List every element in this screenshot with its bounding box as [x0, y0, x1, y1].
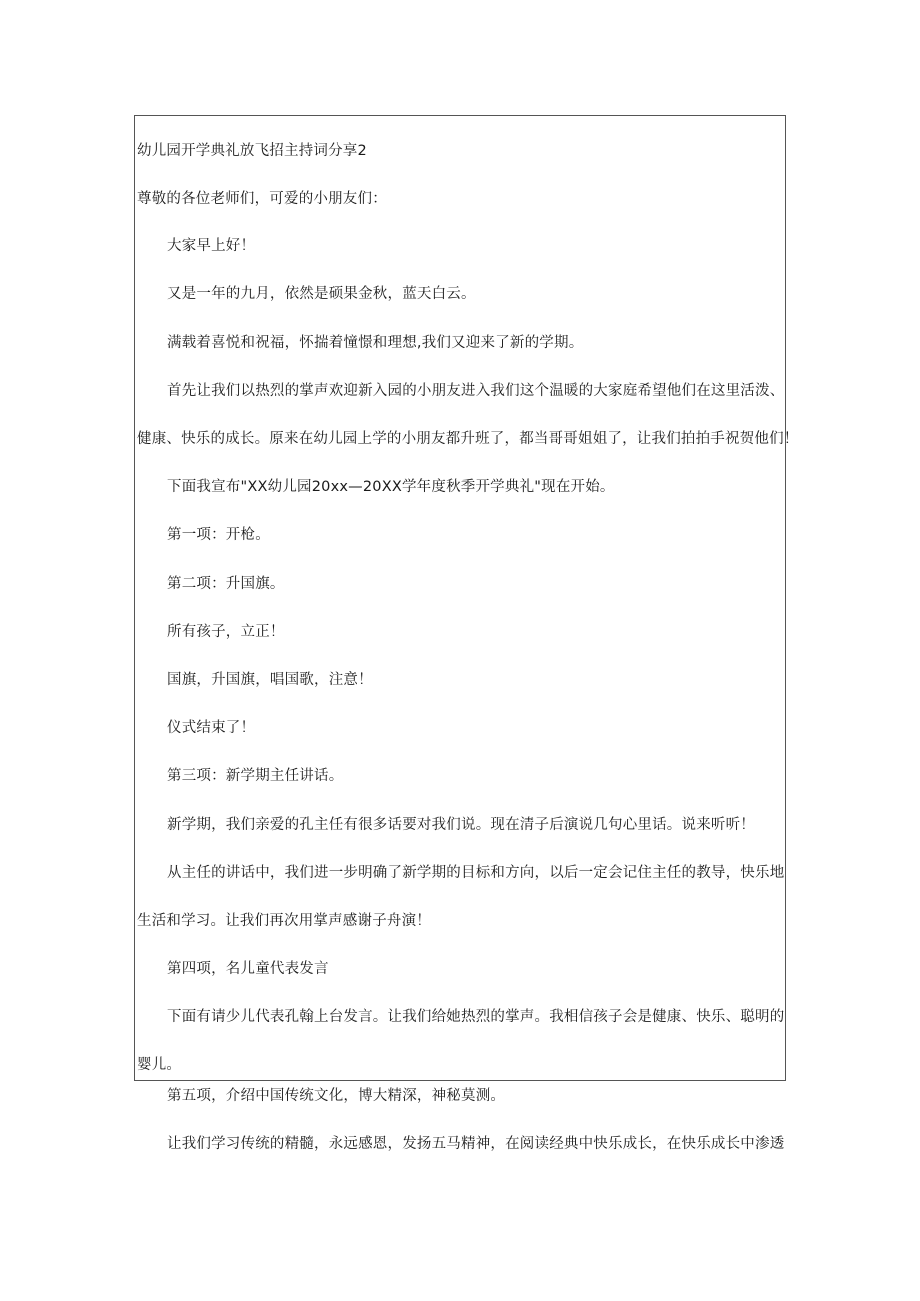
paragraph: 新学期，我们亲爱的孔主任有很多话要对我们说。现在清子后演说几句心里话。说来听听！: [167, 817, 755, 833]
paragraph: 第一项：开枪。: [167, 527, 270, 543]
paragraph-continuation: 婴儿。: [137, 1057, 182, 1073]
paragraph: 第三项：新学期主任讲话。: [167, 768, 344, 784]
paragraph: 又是一年的九月，依然是硕果金秋，蓝天白云。: [167, 286, 476, 302]
paragraph-salutation: 尊敬的各位老师们，可爱的小朋友们：: [137, 191, 387, 207]
paragraph: 满载着喜悦和祝福，怀揣着憧憬和理想,我们又迎来了新的学期。: [167, 335, 584, 351]
paragraph-continuation: 健康、快乐的成长。原来在幼儿园上学的小朋友都升班了，都当哥哥姐姐了，让我们拍拍手祝贺他们！: [137, 431, 799, 447]
paragraph: 让我们学习传统的精髓，永远感恩，发扬五马精神，在阅读经典中快乐成长，在快乐成长中渗透: [167, 1136, 785, 1152]
paragraph-continuation: 生活和学习。让我们再次用掌声感谢子舟演！: [137, 913, 431, 929]
paragraph: 国旗，升国旗，唱国歌，注意！: [167, 672, 373, 688]
paragraph: 下面我宣布"XX幼儿园20xx—20XX学年度秋季开学典礼"现在开始。: [167, 479, 615, 495]
paragraph: 第四项，名儿童代表发言: [167, 961, 329, 977]
content-frame: [134, 115, 786, 1081]
paragraph: 第五项，介绍中国传统文化，博大精深，神秘莫测。: [167, 1088, 506, 1104]
paragraph: 所有孩子，立正！: [167, 624, 285, 640]
paragraph: 大家早上好！: [167, 238, 256, 254]
paragraph: 首先让我们以热烈的掌声欢迎新入园的小朋友进入我们这个温暖的大家庭希望他们在这里活泼、: [167, 383, 785, 399]
paragraph: 第二项：升国旗。: [167, 576, 285, 592]
document-title: 幼儿园开学典礼放飞招主持词分享2: [137, 143, 367, 159]
paragraph: 下面有请少儿代表孔翰上台发言。让我们给她热烈的掌声。我相信孩子会是健康、快乐、聪明的: [167, 1009, 785, 1025]
paragraph: 从主任的讲话中，我们进一步明确了新学期的目标和方向，以后一定会记住主任的教导，快乐地: [167, 865, 785, 881]
paragraph: 仪式结束了！: [167, 720, 256, 736]
